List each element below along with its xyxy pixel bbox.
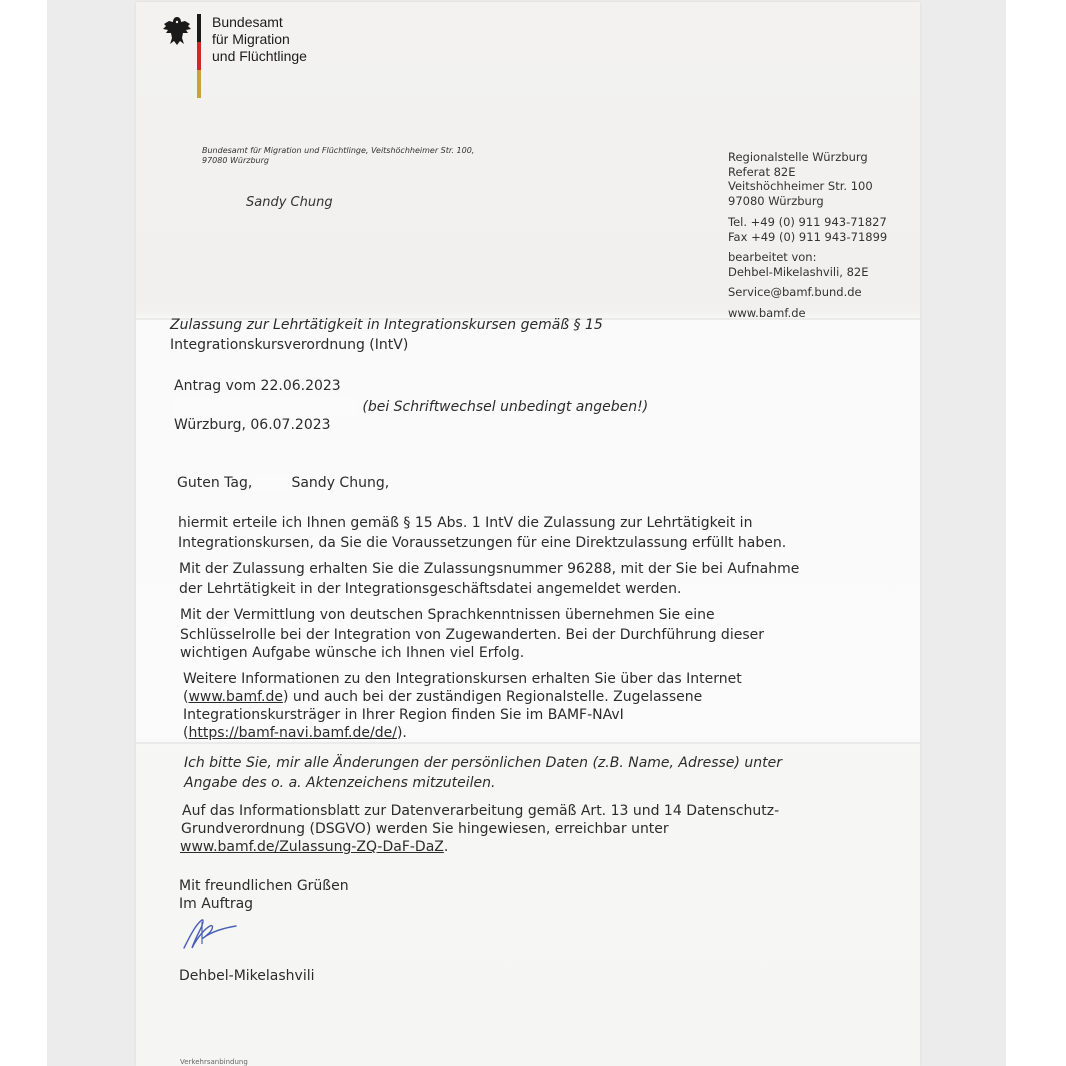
paragraph-line: Mit der Zulassung erhalten Sie die Zulassungsnummer 96288, mit der Sie bei Aufnahme [179, 561, 800, 577]
federal-eagle-icon [160, 14, 194, 48]
file-number-line [174, 398, 648, 416]
office-referat: Referat 82E [728, 164, 796, 179]
paragraph-line: Auf das Informationsblatt zur Datenverarbeitung gemäß Art. 13 und 14 Datenschutz- [182, 803, 780, 819]
handled-by-label: bearbeitet von: [728, 250, 817, 264]
paragraph-line: Schlüsselrolle bei der Integration von Zugewanderten. Bei der Durchführung dieser [180, 627, 764, 643]
salutation-name: Sandy Chung, [291, 475, 390, 491]
paragraph-line: hiermit erteile ich Ihnen gemäß § 15 Abs. 1 IntV die Zulassung zur Lehrtätigkeit in [178, 515, 753, 531]
paragraph-line: (www.bamf.de) und auch bei der zuständigen Regionalstelle. Zugelassene [183, 689, 703, 705]
office-city: 97080 Würzburg [728, 193, 824, 208]
agency-name-line: für Migration [212, 31, 290, 47]
paragraph-line: Integrationskursträger in Ihrer Region finden Sie im BAMF-NAvI [183, 707, 624, 723]
office-name: Regionalstelle Würzburg [728, 150, 868, 164]
office-fax: Fax +49 (0) 911 943-71899 [728, 229, 888, 244]
footer-text: Verkehrsanbindung [180, 1058, 248, 1066]
application-date: Antrag vom 22.06.2023 [174, 378, 341, 394]
office-email: Service@bamf.bund.de [728, 285, 862, 299]
place-date: Würzburg, 06.07.2023 [174, 417, 331, 433]
file-number-note: (bei Schriftwechsel unbedingt angeben!) [362, 399, 649, 415]
letter-page [136, 2, 920, 1066]
closing-regards: Mit freundlichen Grüßen [179, 878, 349, 894]
paragraph-line: Angabe des o. a. Aktenzeichens mitzuteilen. [184, 775, 496, 791]
sender-line: Bundesamt für Migration und Flüchtlinge, Veitshöchheimer Str. 100, [202, 146, 475, 155]
agency-name [212, 14, 307, 65]
closing-on-behalf: Im Auftrag [179, 896, 254, 912]
subject-line: Integrationskursverordnung (IntV) [170, 337, 409, 353]
salutation [177, 474, 389, 492]
paragraph-line: www.bamf.de/Zulassung-ZQ-DaF-DaZ. [180, 839, 449, 855]
signer-name: Dehbel-Mikelashvili [179, 968, 315, 984]
paragraph-line: Mit der Vermittlung von deutschen Sprachkenntnissen übernehmen Sie eine [180, 607, 715, 623]
agency-name-line: und Flüchtlinge [212, 48, 307, 64]
paragraph-line: Integrationskursen, da Sie die Voraussetzungen für eine Direktzulassung erfüllt haben. [178, 535, 787, 551]
subject-line [170, 316, 603, 334]
greeting: Guten Tag, [177, 475, 253, 491]
office-phone: Tel. +49 (0) 911 943-71827 [728, 215, 887, 229]
agency-name-line: Bundesamt [212, 14, 283, 30]
handled-by: Dehbel-Mikelashvili, 82E [728, 264, 869, 279]
logo-color-bar [197, 14, 201, 98]
paragraph-line: Grundverordnung (DSGVO) werden Sie hingewiesen, erreichbar unter [181, 821, 669, 837]
bamf-navi-link[interactable]: https://bamf-navi.bamf.de/de/ [188, 725, 397, 741]
paragraph-line: der Lehrtätigkeit in der Integrationsgeschäftsdatei angemeldet werden. [179, 581, 682, 597]
sender-line: 97080 Würzburg [202, 156, 269, 165]
paper-fold [136, 742, 920, 744]
office-street: Veitshöchheimer Str. 100 [728, 179, 873, 193]
dsgvo-info-link[interactable]: www.bamf.de/Zulassung-ZQ-DaF-DaZ [180, 839, 444, 855]
paragraph-line: Weitere Informationen zu den Integrationskursen erhalten Sie über das Internet [183, 671, 742, 687]
subject-text: Zulassung zur Lehrtätigkeit in Integrationskursen gemäß § 15 [170, 317, 603, 333]
paragraph-line: Ich bitte Sie, mir alle Änderungen der persönlichen Daten (z.B. Name, Adresse) unter [184, 755, 782, 771]
office-website: www.bamf.de [728, 305, 806, 320]
bamf-link[interactable]: www.bamf.de [188, 689, 283, 705]
sender-return-address [202, 146, 492, 166]
paragraph-line: wichtigen Aufgabe wünsche ich Ihnen viel Erfolg. [180, 645, 525, 661]
paragraph-line: (https://bamf-navi.bamf.de/de/). [183, 725, 407, 741]
handwritten-signature-icon [180, 914, 242, 954]
regional-office-info [728, 150, 887, 320]
recipient-name: Sandy Chung [246, 195, 333, 210]
